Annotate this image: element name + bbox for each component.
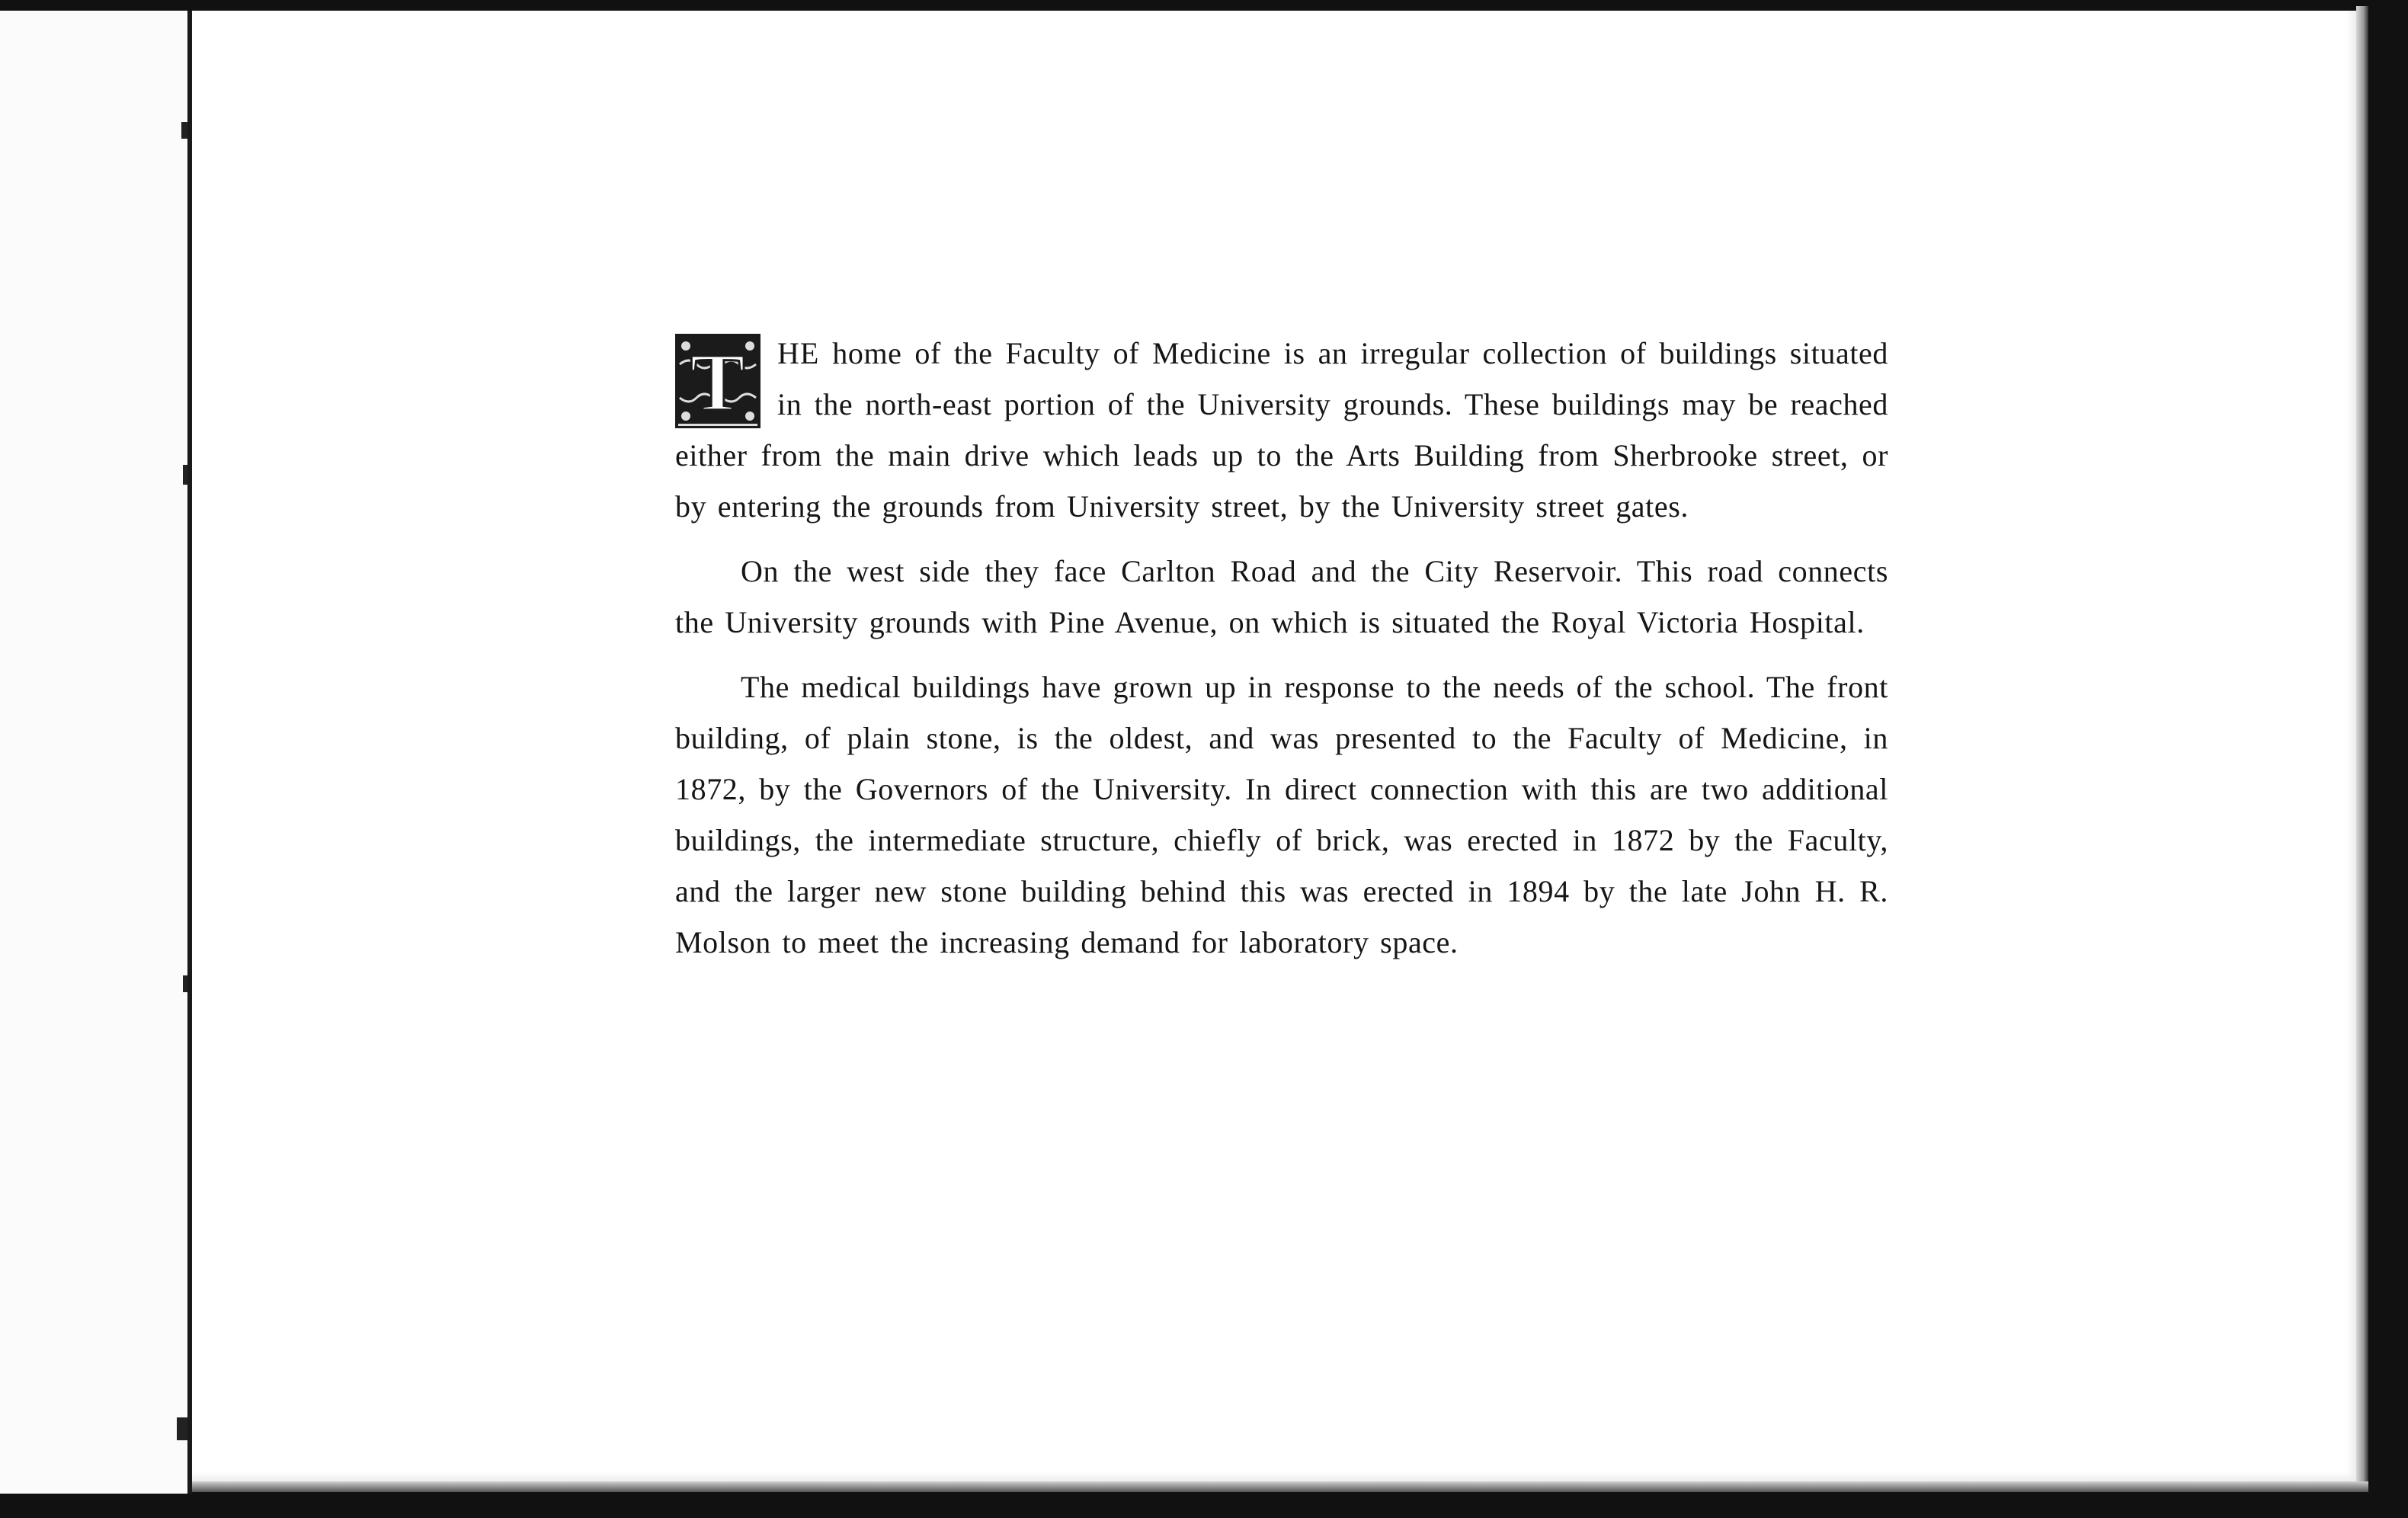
body-text (675, 328, 1888, 982)
paragraph-1 (675, 328, 1888, 532)
paragraph-3: The medical buildings have grown up in response to the needs of the school. The front building, of plain stone, is the oldest, and was presented to the Faculty of Medicine, in 1872, by the Governors of the University. In direct connection with this are two additional buildings, the intermediate structure, chiefly of brick, was erected in 1872 by the Faculty, and the larger new stone building behind this was erected in 1894 by the late John H. R. Molson to meet the increasing demand for laboratory space. (675, 670, 1888, 959)
gutter-stitch-mark (183, 975, 187, 992)
gutter-stitch-mark (181, 122, 187, 139)
gutter-stitch-mark (177, 1417, 187, 1440)
page-bottom-edge (192, 1481, 2368, 1492)
drop-cap-ornament (675, 334, 761, 428)
gutter-stitch-mark (183, 465, 187, 485)
paragraph-1-text: home of the Faculty of Medicine is an irregular collection of buildings situated in the north-east portion of the University grounds. These buildings may be reached either from the main drive which leads up to the Arts Building from Sherbrooke street, or by entering the grounds from University street, by the University street gates. (675, 336, 1888, 524)
ornamental-initial-icon (675, 334, 761, 428)
lead-word: HE (777, 336, 820, 370)
paragraph-2: On the west side they face Carlton Road and the City Reservoir. This road connects the University grounds with Pine Avenue, on which is situated the Royal Victoria Hospital. (675, 554, 1888, 639)
page-right-edge (2356, 6, 2368, 1492)
verso-page-edge (0, 11, 187, 1494)
svg-text:T: T (690, 338, 746, 428)
